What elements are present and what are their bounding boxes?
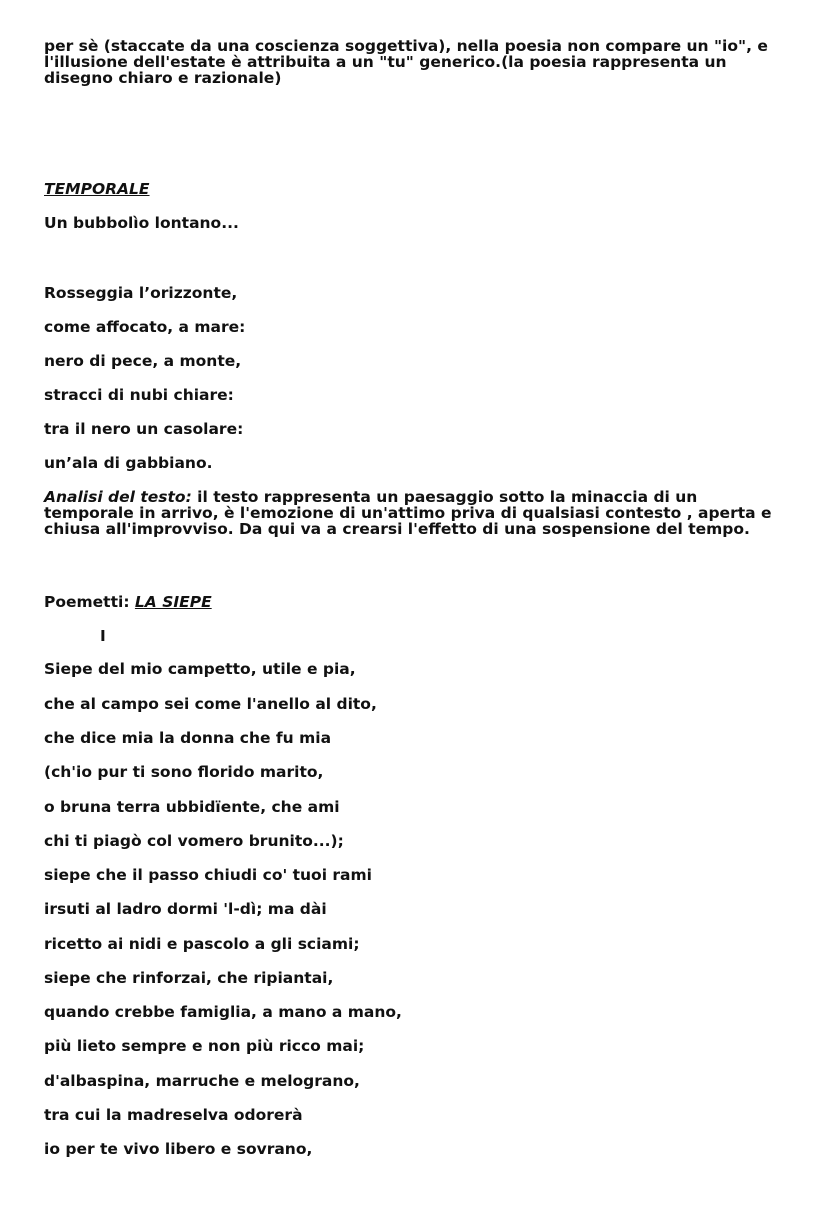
intro-paragraph: per sè (staccate da una coscienza soggettiva), nella poesia non compare un "io", e l'illusione dell'estate è attribuita a un "tu" generico.(la poesia rappresenta un disegno chiaro e razionale) <box>44 37 768 87</box>
analysis-paragraph <box>44 489 784 537</box>
siepe-line: (ch'io pur ti sono florido marito, <box>44 763 324 781</box>
siepe-prefix: Poemetti: <box>44 593 135 611</box>
siepe-line: Siepe del mio campetto, utile e pia, <box>44 660 356 678</box>
temporale-line: nero di pece, a monte, <box>44 352 242 370</box>
siepe-line: siepe che rinforzai, che ripiantai, <box>44 969 334 987</box>
siepe-line: che al campo sei come l'anello al dito, <box>44 695 377 713</box>
siepe-line: o bruna terra ubbidïente, che ami <box>44 798 340 816</box>
analysis-label: Analisi del testo: <box>44 488 192 506</box>
siepe-heading <box>44 593 212 611</box>
siepe-line: più lieto sempre e non più ricco mai; <box>44 1037 365 1055</box>
temporale-title: TEMPORALE <box>44 180 150 198</box>
siepe-line: d'albaspina, marruche e melograno, <box>44 1072 360 1090</box>
siepe-line: irsuti al ladro dormi 'l-dì; ma dài <box>44 900 327 918</box>
siepe-line: quando crebbe famiglia, a mano a mano, <box>44 1003 402 1021</box>
temporale-opening: Un bubbolìo lontano... <box>44 214 239 232</box>
siepe-line: ricetto ai nidi e pascolo a gli sciami; <box>44 935 360 953</box>
siepe-line: siepe che il passo chiudi co' tuoi rami <box>44 866 372 884</box>
temporale-line: come affocato, a mare: <box>44 318 246 336</box>
temporale-line: tra il nero un casolare: <box>44 420 244 438</box>
siepe-line: io per te vivo libero e sovrano, <box>44 1140 313 1158</box>
document-page <box>44 37 784 1158</box>
siepe-line: che dice mia la donna che fu mia <box>44 729 332 747</box>
siepe-line: tra cui la madreselva odorerà <box>44 1106 303 1124</box>
temporale-line: Rosseggia l’orizzonte, <box>44 284 238 302</box>
siepe-line: chi ti piagò col vomero brunito...); <box>44 832 344 850</box>
temporale-line: stracci di nubi chiare: <box>44 386 234 404</box>
temporale-line: un’ala di gabbiano. <box>44 454 213 472</box>
siepe-title: LA SIEPE <box>134 593 212 611</box>
analysis-text: il testo rappresenta un paesaggio sotto la minaccia di un temporale in arrivo, è l'emozione di un'attimo priva di qualsiasi contesto , aperta e chiusa all'improvviso. Da qui va a crearsi l'effetto di una sospensione del tempo. <box>44 488 772 538</box>
siepe-section-number: I <box>100 627 106 645</box>
